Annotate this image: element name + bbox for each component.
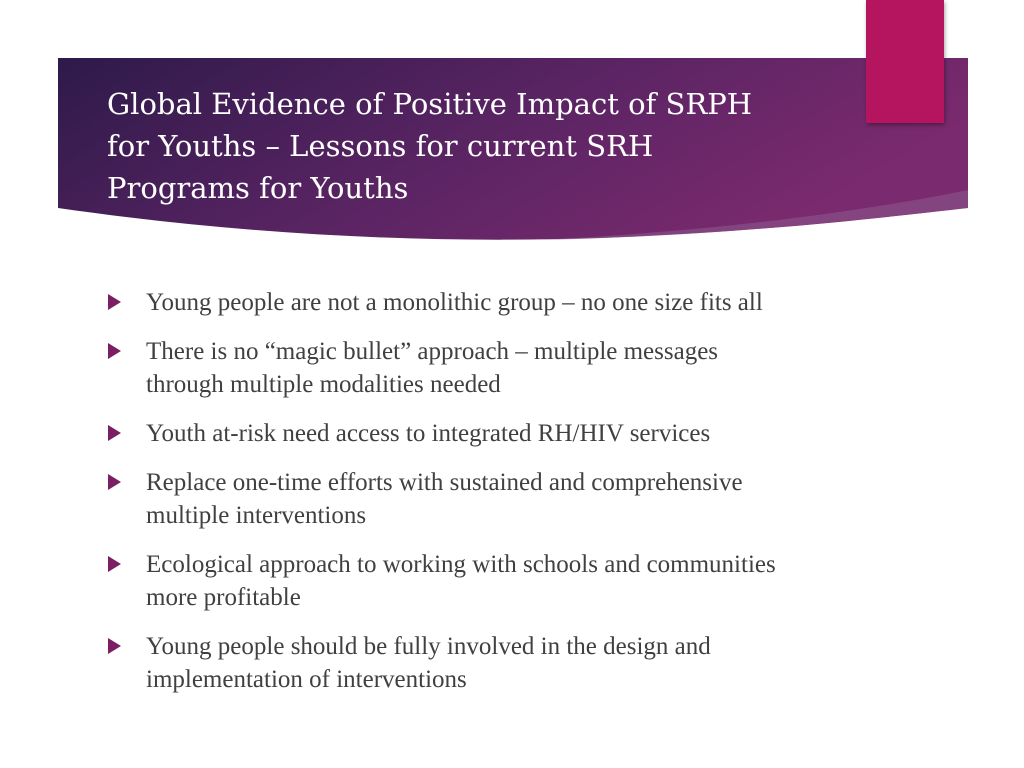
triangle-bullet-icon xyxy=(108,638,121,654)
bullet-text: Youth at-risk need access to integrated RH/HIV services xyxy=(146,420,711,447)
bullet-text: Young people should be fully involved in the design and implementation of interventions xyxy=(146,633,711,693)
bullet-item xyxy=(106,466,786,532)
bullet-list xyxy=(106,286,786,712)
bullet-item xyxy=(106,286,786,319)
accent-tab xyxy=(866,0,944,123)
slide-title: Global Evidence of Positive Impact of SRPH for Youths – Lessons for current SRH Programs for Youths xyxy=(107,87,752,205)
triangle-bullet-icon xyxy=(108,425,121,441)
bullet-item xyxy=(106,548,786,614)
triangle-bullet-icon xyxy=(108,474,121,490)
bullet-text: There is no “magic bullet” approach – multiple messages through multiple modalities needed xyxy=(146,338,719,398)
bullet-item xyxy=(106,630,786,696)
bullet-text: Replace one-time efforts with sustained and comprehensive multiple interventions xyxy=(146,469,743,529)
bullet-text: Ecological approach to working with schools and communities more profitable xyxy=(146,551,776,611)
triangle-bullet-icon xyxy=(108,556,121,572)
bullet-item xyxy=(106,335,786,401)
bullet-item xyxy=(106,417,786,450)
triangle-bullet-icon xyxy=(108,294,121,310)
triangle-bullet-icon xyxy=(108,343,121,359)
bullet-text: Young people are not a monolithic group – no one size fits all xyxy=(146,289,763,316)
